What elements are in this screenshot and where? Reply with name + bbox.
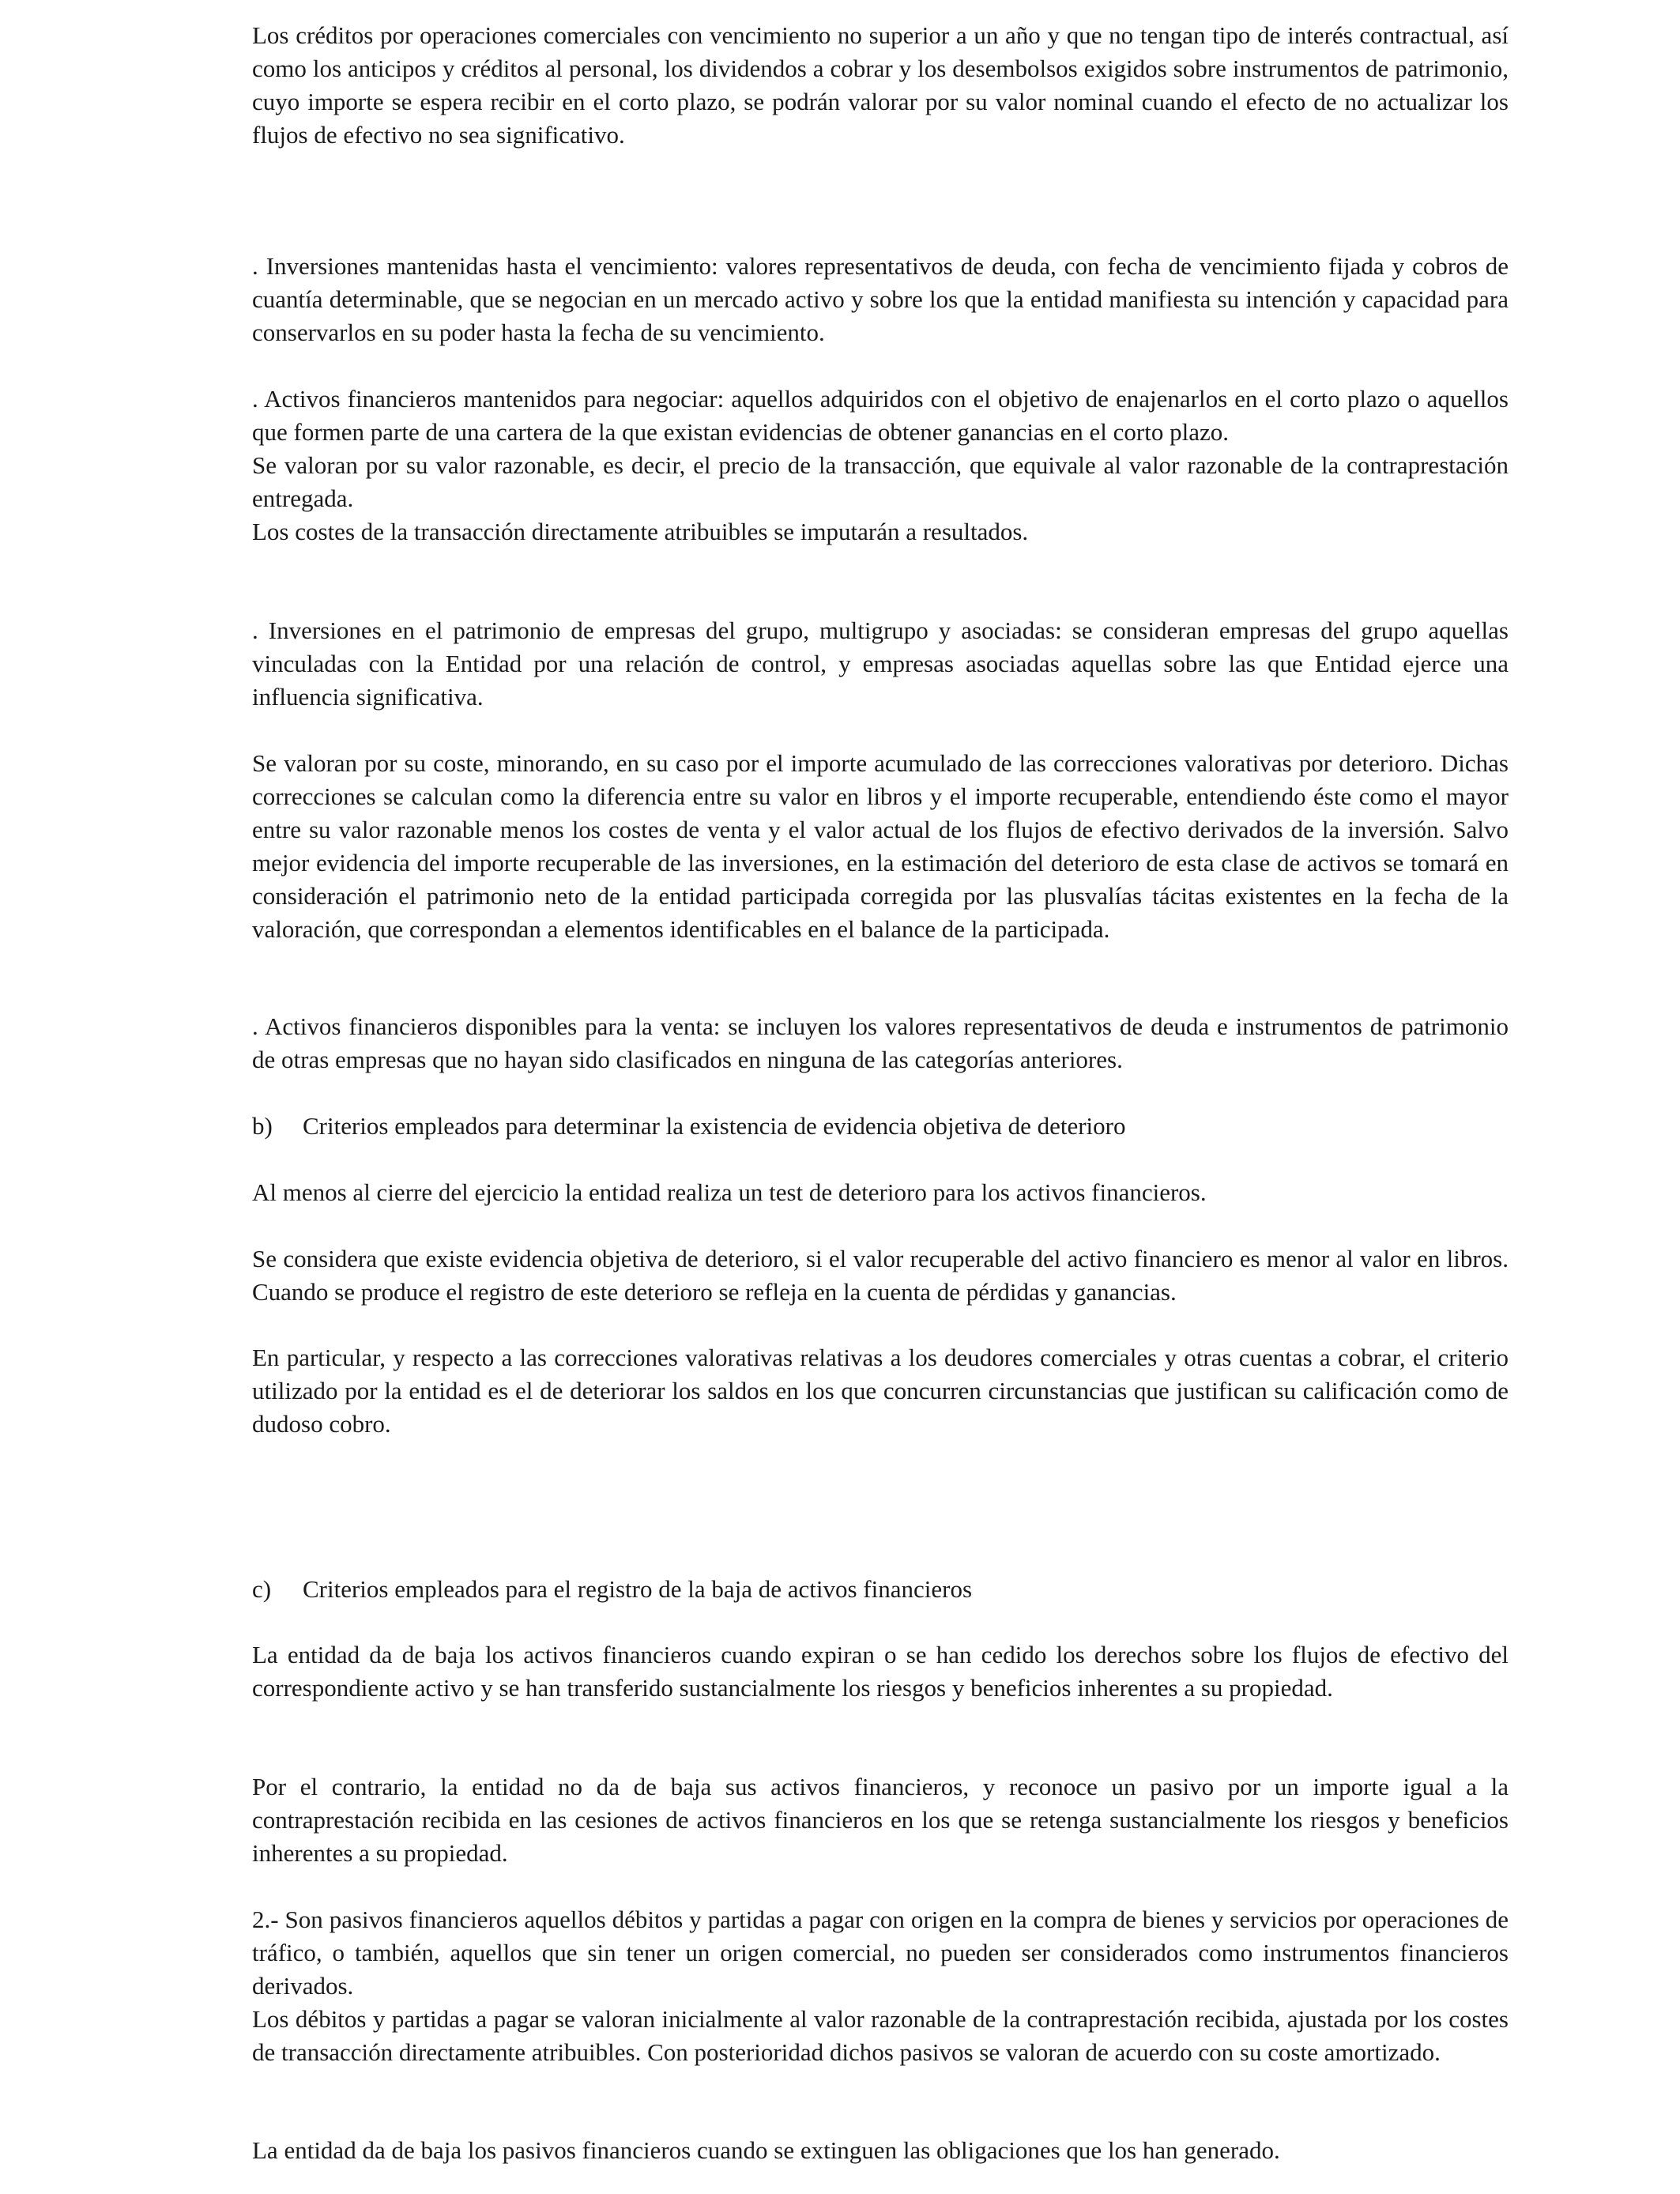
- paragraph-impairment-evidence: Se considera que existe evidencia objetiva de deterioro, si el valor recuperable del activo financiero es menor al valor en libros. Cuando se produce el registro de este deterioro se refleja en la cuenta de pérdidas y ganancias.: [252, 1245, 1509, 1306]
- section-heading-c: [252, 1573, 1509, 1606]
- paragraph-impairment-test: Al menos al cierre del ejercicio la entidad realiza un test de deterioro para los activos financieros.: [252, 1178, 1207, 1206]
- paragraph-held-to-maturity: . Inversiones mantenidas hasta el vencimiento: valores representativos de deuda, con fecha de vencimiento fijada y cobros de cuantía determinable, que se negocian en un mercado activo y sobre los que la entidad manifiesta su intención y capacidad para conservarlos en su poder hasta la fecha de su vencimiento.: [252, 252, 1509, 346]
- section-marker-b: b): [252, 1112, 273, 1140]
- paragraph-no-derecognition: Por el contrario, la entidad no da de baja sus activos financieros, y reconoce un pasivo por un importe igual a la contraprestación recibida en las cesiones de activos financieros en los que se retenga sustancialmente los riesgos y beneficios inherentes a su propiedad.: [252, 1773, 1509, 1867]
- section-title-c: Criterios empleados para el registro de la baja de activos financieros: [303, 1575, 973, 1603]
- liabilities-valuation: Los débitos y partidas a pagar se valoran inicialmente al valor razonable de la contraprestación recibida, ajustada por los costes de transacción directamente atribuibles. Con posterioridad dichos pasivos se valoran de acuerdo con su coste amortizado.: [252, 2005, 1509, 2066]
- trading-assets-definition: . Activos financieros mantenidos para negociar: aquellos adquiridos con el objetivo de enajenarlos en el corto plazo o aquellos que formen parte de una cartera de la que existan evidencias de obtener ganancias en el corto plazo.: [252, 385, 1509, 446]
- paragraph-short-term-credits: Los créditos por operaciones comerciales con vencimiento no superior a un año y que no tengan tipo de interés contractual, así como los anticipos y créditos al personal, los dividendos a cobrar y los desembolsos exigidos sobre instrumentos de patrimonio, cuyo importe se espera recibir en el corto plazo, se podrán valorar por su valor nominal cuando el efecto de no actualizar los flujos de efectivo no sea significativo.: [252, 21, 1509, 149]
- trading-assets-valuation: Se valoran por su valor razonable, es decir, el precio de la transacción, que equivale al valor razonable de la contraprestación entregada.: [252, 451, 1509, 512]
- paragraph-liabilities-derecognition: La entidad da de baja los pasivos financieros cuando se extinguen las obligaciones que los han generado.: [252, 2136, 1280, 2164]
- trading-assets-costs: Los costes de la transacción directamente atribuibles se imputarán a resultados.: [252, 518, 1029, 545]
- paragraph-cost-valuation: Se valoran por su coste, minorando, en su caso por el importe acumulado de las correcciones valorativas por deterioro. Dichas correcciones se calculan como la diferencia entre su valor en libros y el importe recuperable, entendiendo éste como el mayor entre su valor razonable menos los costes de venta y el valor actual de los flujos de efectivo derivados de la inversión. Salvo mejor evidencia del importe recuperable de las inversiones, en la estimación del deterioro de esta clase de activos se tomará en consideración el patrimonio neto de la entidad participada corregida por las plusvalías tácitas existentes en la fecha de la valoración, que correspondan a elementos identificables en el balance de la participada.: [252, 749, 1509, 943]
- section-heading-b: [252, 1110, 1509, 1143]
- paragraph-financial-liabilities: [252, 1903, 1509, 2069]
- section-title-b: Criterios empleados para determinar la existencia de evidencia objetiva de deterioro: [303, 1112, 1126, 1140]
- paragraph-group-investments: . Inversiones en el patrimonio de empresas del grupo, multigrupo y asociadas: se consideran empresas del grupo aquellas vinculadas con la Entidad por una relación de control, y empresas asociadas aquellas sobre las que Entidad ejerce una influencia significativa.: [252, 616, 1509, 711]
- paragraph-available-for-sale: . Activos financieros disponibles para la venta: se incluyen los valores representativos de deuda e instrumentos de patrimonio de otras empresas que no hayan sido clasificados en ninguna de las categorías anteriores.: [252, 1012, 1509, 1073]
- section-marker-c: c): [252, 1575, 272, 1603]
- liabilities-definition: 2.- Son pasivos financieros aquellos débitos y partidas a pagar con origen en la compra de bienes y servicios por operaciones de tráfico, o también, aquellos que sin tener un origen comercial, no pueden ser considerados como instrumentos financieros derivados.: [252, 1906, 1509, 2000]
- paragraph-derecognition: La entidad da de baja los activos financieros cuando expiran o se han cedido los derechos sobre los flujos de efectivo del correspondiente activo y se han transferido sustancialmente los riesgos y beneficios inherentes a su propiedad.: [252, 1641, 1509, 1702]
- paragraph-trading-assets: [252, 383, 1509, 548]
- paragraph-receivables-corrections: En particular, y respecto a las correcciones valorativas relativas a los deudores comerciales y otras cuentas a cobrar, el criterio utilizado por la entidad es el de deteriorar los saldos en los que concurren circunstancias que justifican su calificación como de dudoso cobro.: [252, 1344, 1509, 1438]
